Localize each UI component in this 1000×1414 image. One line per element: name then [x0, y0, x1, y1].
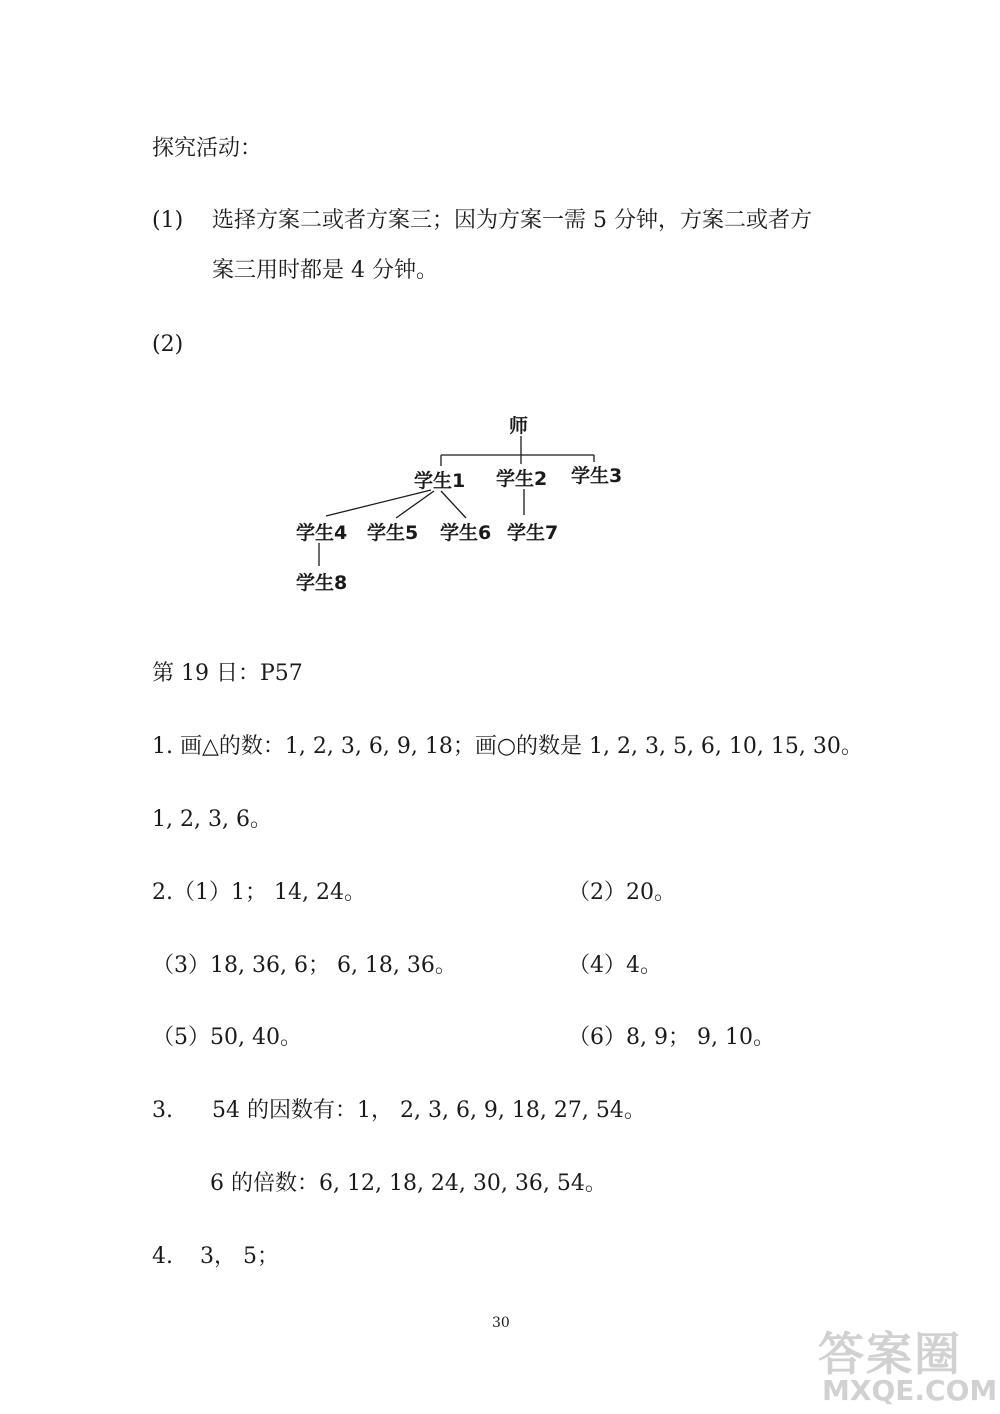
tree-node-student-1: 学生1 [414, 470, 466, 492]
item-1-line-2: 案三用时都是 4 分钟。 [212, 258, 438, 283]
item-2-label: (2) [152, 332, 184, 357]
q2-part-1: 2.（1）1； 14, 24。 [152, 880, 366, 905]
watermark-logo: 答案圈 [818, 1327, 962, 1381]
q2-part-2: （2）20。 [568, 880, 676, 905]
s1-to-s6 [441, 491, 466, 518]
day-heading: 第 19 日：P57 [152, 661, 303, 686]
item-1-line-1: 选择方案二或者方案三；因为方案一需 5 分钟，方案二或者方 [212, 208, 812, 233]
tree-node-root: 师 [509, 415, 529, 437]
q2-part-6: （6）8, 9； 9, 10。 [568, 1025, 775, 1050]
s1-to-s5 [396, 491, 434, 518]
q2-part-3: （3）18, 36, 6； 6, 18, 36。 [152, 953, 457, 978]
q1-line-2: 1, 2, 3, 6。 [152, 807, 272, 832]
tree-node-student-3: 学生3 [571, 465, 623, 487]
q2-part-4: （4）4。 [568, 953, 662, 978]
tree-node-student-7: 学生7 [507, 522, 559, 544]
section-heading: 探究活动： [152, 136, 263, 161]
page-number: 30 [492, 1315, 510, 1331]
item-1-label: (1) [152, 208, 184, 233]
tree-node-student-4: 学生4 [296, 522, 348, 544]
q4-number: 4. [152, 1244, 173, 1269]
s1-to-s4 [326, 490, 431, 516]
tree-connectors [0, 0, 1000, 620]
q3-number: 3. [152, 1098, 173, 1123]
q2-part-5: （5）50, 40。 [152, 1025, 302, 1050]
tree-node-student-5: 学生5 [367, 522, 419, 544]
q1-line-1: 1. 画△的数：1, 2, 3, 6, 9, 18；画○的数是 1, 2, 3, 5, 6, 10, 15, 30。 [152, 734, 863, 759]
q4-text: 3， 5； [200, 1244, 279, 1269]
watermark [818, 1318, 998, 1408]
watermark-site: MXQE.COM [822, 1374, 998, 1407]
tree-node-student-6: 学生6 [440, 522, 492, 544]
tree-node-student-2: 学生2 [496, 468, 548, 490]
q3-line-2: 6 的倍数：6, 12, 18, 24, 30, 36, 54。 [210, 1171, 607, 1196]
tree-node-student-8: 学生8 [296, 572, 348, 594]
q3-line-1: 54 的因数有：1， 2, 3, 6, 9, 18, 27, 54。 [212, 1098, 646, 1123]
